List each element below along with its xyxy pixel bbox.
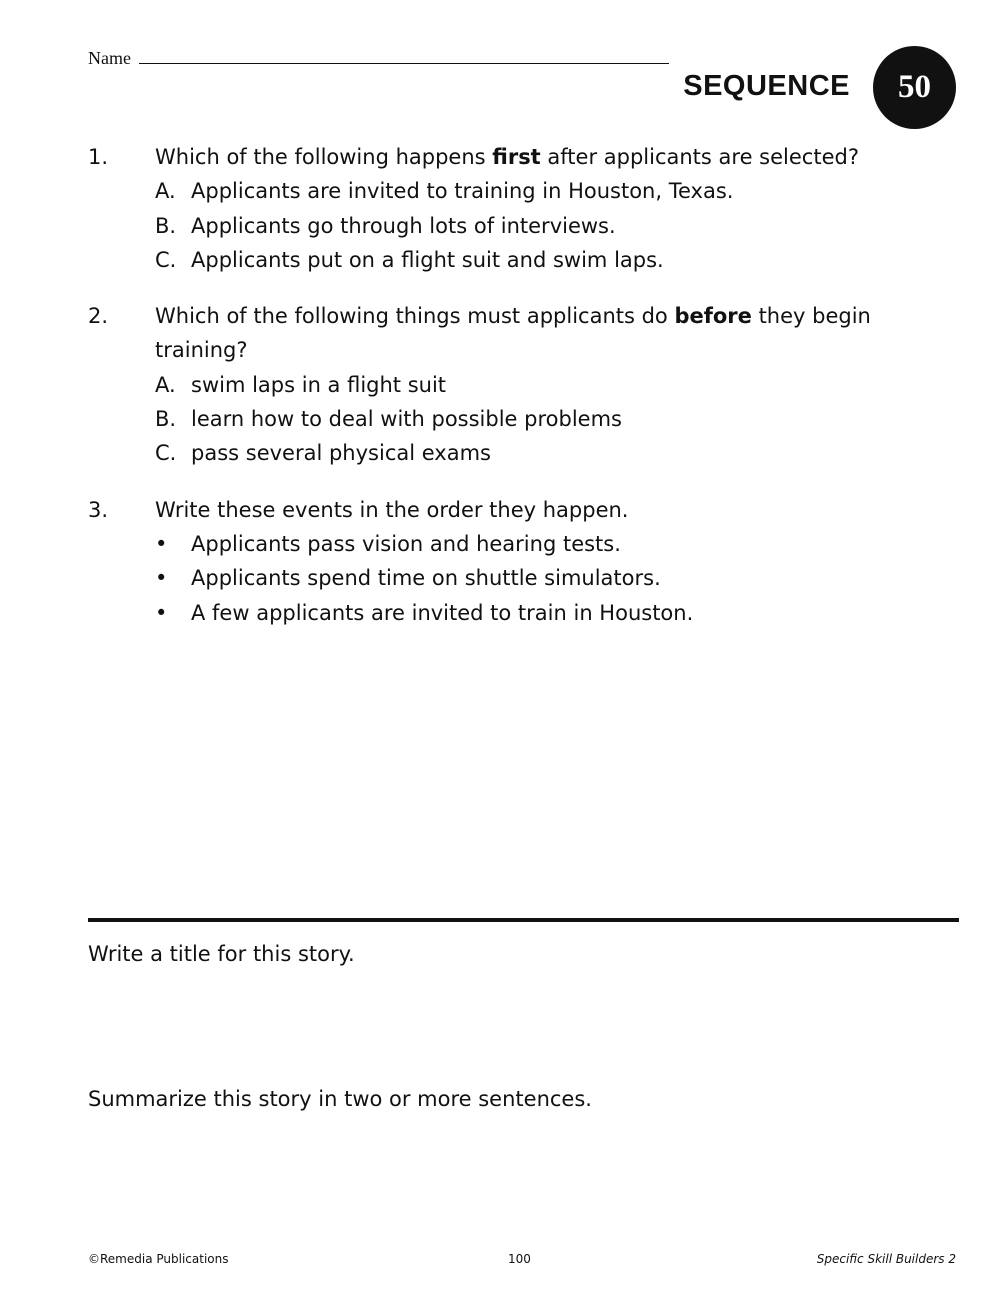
question-emphasis: before <box>674 304 752 329</box>
option-text: Applicants put on a flight suit and swim laps. <box>191 247 664 272</box>
event-item <box>155 527 918 561</box>
question-emphasis: first <box>492 145 541 169</box>
option-text: Applicants go through lots of interviews. <box>191 213 616 238</box>
answer-option-c[interactable] <box>155 243 918 277</box>
event-item <box>155 596 918 630</box>
question-3 <box>88 493 918 630</box>
question-number: 2. <box>88 304 109 329</box>
answer-option-a[interactable] <box>155 368 918 402</box>
answer-option-b[interactable] <box>155 209 918 243</box>
question-text-end: they begin training? <box>155 304 871 363</box>
question-list <box>88 140 918 652</box>
footer-book-title: Specific Skill Builders 2 <box>816 1252 956 1266</box>
question-text: Write these events in the order they happen. <box>155 497 629 522</box>
question-body <box>155 140 918 277</box>
question-text-start: Which of the following things must applicants do <box>155 304 675 329</box>
answer-option-b[interactable] <box>155 402 918 436</box>
event-item <box>155 561 918 595</box>
option-letter: B. <box>155 213 177 238</box>
summary-prompt: Summarize this story in two or more sentences. <box>88 1087 592 1111</box>
option-letter: B. <box>155 407 177 432</box>
skill-number: 50 <box>898 69 931 105</box>
question-body <box>155 493 918 630</box>
question-text <box>155 140 918 174</box>
question-2 <box>88 299 918 470</box>
bullet-icon: • <box>155 600 168 625</box>
question-number: 1. <box>88 145 109 169</box>
footer-publisher: ©Remedia Publications <box>88 1252 229 1266</box>
option-letter: C. <box>155 247 177 272</box>
event-text: Applicants spend time on shuttle simulators. <box>191 566 661 591</box>
option-letter: A. <box>155 179 176 204</box>
name-field <box>88 46 669 70</box>
event-text: Applicants pass vision and hearing tests. <box>191 531 621 556</box>
title-prompt: Write a title for this story. <box>88 942 355 966</box>
name-label: Name <box>88 48 131 68</box>
option-letter: A. <box>155 372 176 397</box>
question-text-end: after applicants are selected? <box>540 145 859 169</box>
option-letter: C. <box>155 441 177 466</box>
question-number: 3. <box>88 497 109 522</box>
question-text-start: Which of the following happens <box>155 145 493 169</box>
skill-title: SEQUENCE <box>683 70 850 102</box>
skill-number-badge <box>873 46 956 129</box>
bullet-icon: • <box>155 531 168 556</box>
question-1 <box>88 140 918 277</box>
bullet-icon: • <box>155 566 168 591</box>
option-text: swim laps in a flight suit <box>191 372 447 397</box>
answer-option-c[interactable] <box>155 436 918 470</box>
name-write-line[interactable] <box>139 63 669 64</box>
question-text <box>155 299 918 368</box>
option-text: pass several physical exams <box>191 441 491 466</box>
event-text: A few applicants are invited to train in Houston. <box>191 600 694 625</box>
option-text: Applicants are invited to training in Houston, Texas. <box>191 179 734 204</box>
answer-option-a[interactable] <box>155 174 918 208</box>
question-body <box>155 299 918 470</box>
option-text: learn how to deal with possible problems <box>191 407 622 432</box>
footer-page-number: 100 <box>508 1252 531 1266</box>
section-divider <box>88 918 959 922</box>
